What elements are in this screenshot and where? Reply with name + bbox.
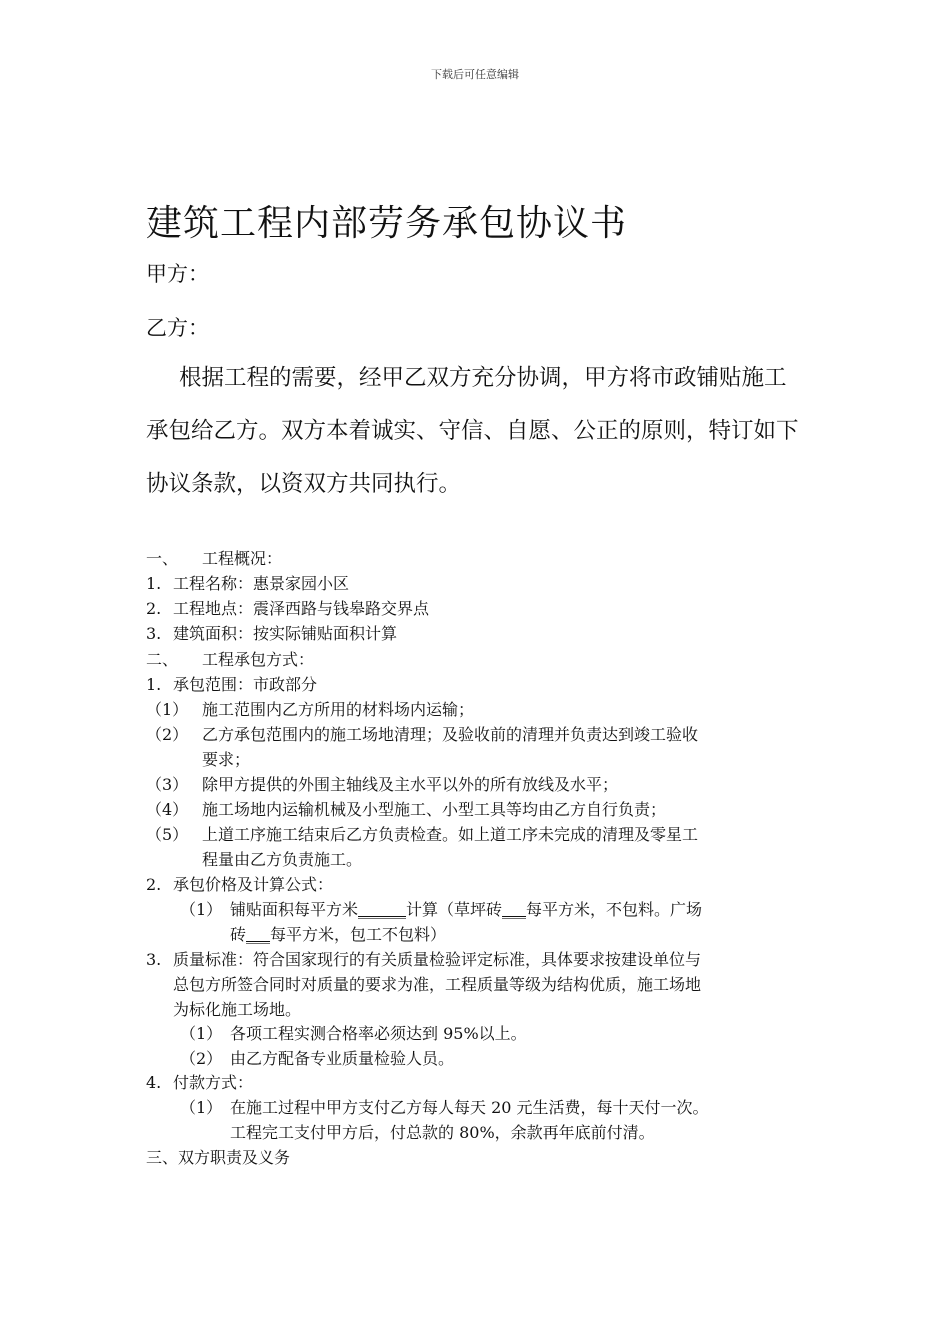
sub-item-text: 施工范围内乙方所用的材料场内运输； <box>202 700 475 719</box>
price-text: 每平方米，包工不包料） <box>270 925 447 944</box>
scope-heading: 承包范围：市政部分 <box>173 675 318 694</box>
section-3-heading: 三、双方职责及义务 <box>146 1148 291 1167</box>
price-blank: ___ <box>502 900 527 919</box>
sub-item-number: （1） <box>146 700 189 719</box>
list-number: 2. <box>146 875 162 894</box>
price-formula-line <box>230 923 446 947</box>
price-blank: ___ <box>246 925 271 944</box>
section-1-number: 一、 <box>146 549 179 568</box>
quality-text: 为标化施工场地。 <box>173 1000 302 1019</box>
sub-item-text: 上道工序施工结束后乙方负责检查。如上道工序未完成的清理及零星工 <box>202 825 699 844</box>
sub-item-number: （4） <box>146 800 189 819</box>
document-title: 建筑工程内部劳务承包协议书 <box>146 203 628 244</box>
list-number: 1. <box>146 574 162 593</box>
sub-item-number: （1） <box>180 1098 223 1117</box>
section-1-heading: 工程概况： <box>202 549 283 568</box>
list-number: 1. <box>146 675 162 694</box>
sub-item-number: （1） <box>180 900 223 919</box>
price-text: 计算（草坪砖 <box>406 900 503 919</box>
list-item: 工程名称：惠景家园小区 <box>173 574 350 593</box>
list-number: 4. <box>146 1073 162 1092</box>
intro-paragraph: 根据工程的需要，经甲乙双方充分协调，甲方将市政铺贴施工承包给乙方。双方本着诚实、守信、自愿、公正的原则，特订如下协议条款，以资双方共同执行。 <box>146 365 799 497</box>
list-number: 3. <box>146 624 162 643</box>
sub-item-text: 各项工程实测合格率必须达到 95%以上。 <box>230 1024 527 1043</box>
page-header: 下载后可任意编辑 <box>431 68 519 81</box>
sub-item-number: （3） <box>146 775 189 794</box>
party-b-label: 乙方： <box>146 316 209 340</box>
list-item: 建筑面积：按实际铺贴面积计算 <box>173 624 398 643</box>
payment-text: 工程完工支付甲方后，付总款的 80%，余款再年底前付清。 <box>230 1123 655 1142</box>
price-heading: 承包价格及计算公式： <box>173 875 334 894</box>
sub-item-continuation: 程量由乙方负责施工。 <box>202 850 363 869</box>
quality-text: 总包方所签合同时对质量的要求为准，工程质量等级为结构优质，施工场地 <box>173 975 702 994</box>
price-blank: ______ <box>358 900 407 919</box>
payment-heading: 付款方式： <box>173 1073 254 1092</box>
sub-item-text: 施工场地内运输机械及小型施工、小型工具等均由乙方自行负责； <box>202 800 667 819</box>
list-number: 2. <box>146 599 162 618</box>
party-a-label: 甲方： <box>146 262 209 286</box>
price-formula-line <box>230 898 702 922</box>
payment-text: 在施工过程中甲方支付乙方每人每天 20 元生活费，每十天付一次。 <box>230 1098 709 1117</box>
sub-item-number: （1） <box>180 1024 223 1043</box>
price-text: 每平方米，不包料。广场 <box>526 900 703 919</box>
sub-item-text: 除甲方提供的外围主轴线及主水平以外的所有放线及水平； <box>202 775 619 794</box>
sub-item-continuation: 要求； <box>202 750 251 769</box>
quality-text: 质量标准：符合国家现行的有关质量检验评定标准，具体要求按建设单位与 <box>173 950 702 969</box>
price-text: 铺贴面积每平方米 <box>230 900 359 919</box>
list-item: 工程地点：震泽西路与钱皋路交界点 <box>173 599 430 618</box>
sub-item-text: 乙方承包范围内的施工场地清理；及验收前的清理并负责达到竣工验收 <box>202 725 699 744</box>
price-text: 砖 <box>230 925 247 944</box>
section-2-heading: 工程承包方式： <box>202 650 315 669</box>
section-2-number: 二、 <box>146 650 179 669</box>
sub-item-number: （5） <box>146 825 189 844</box>
sub-item-text: 由乙方配备专业质量检验人员。 <box>230 1049 455 1068</box>
sub-item-number: （2） <box>146 725 189 744</box>
list-number: 3. <box>146 950 162 969</box>
sub-item-number: （2） <box>180 1049 223 1068</box>
